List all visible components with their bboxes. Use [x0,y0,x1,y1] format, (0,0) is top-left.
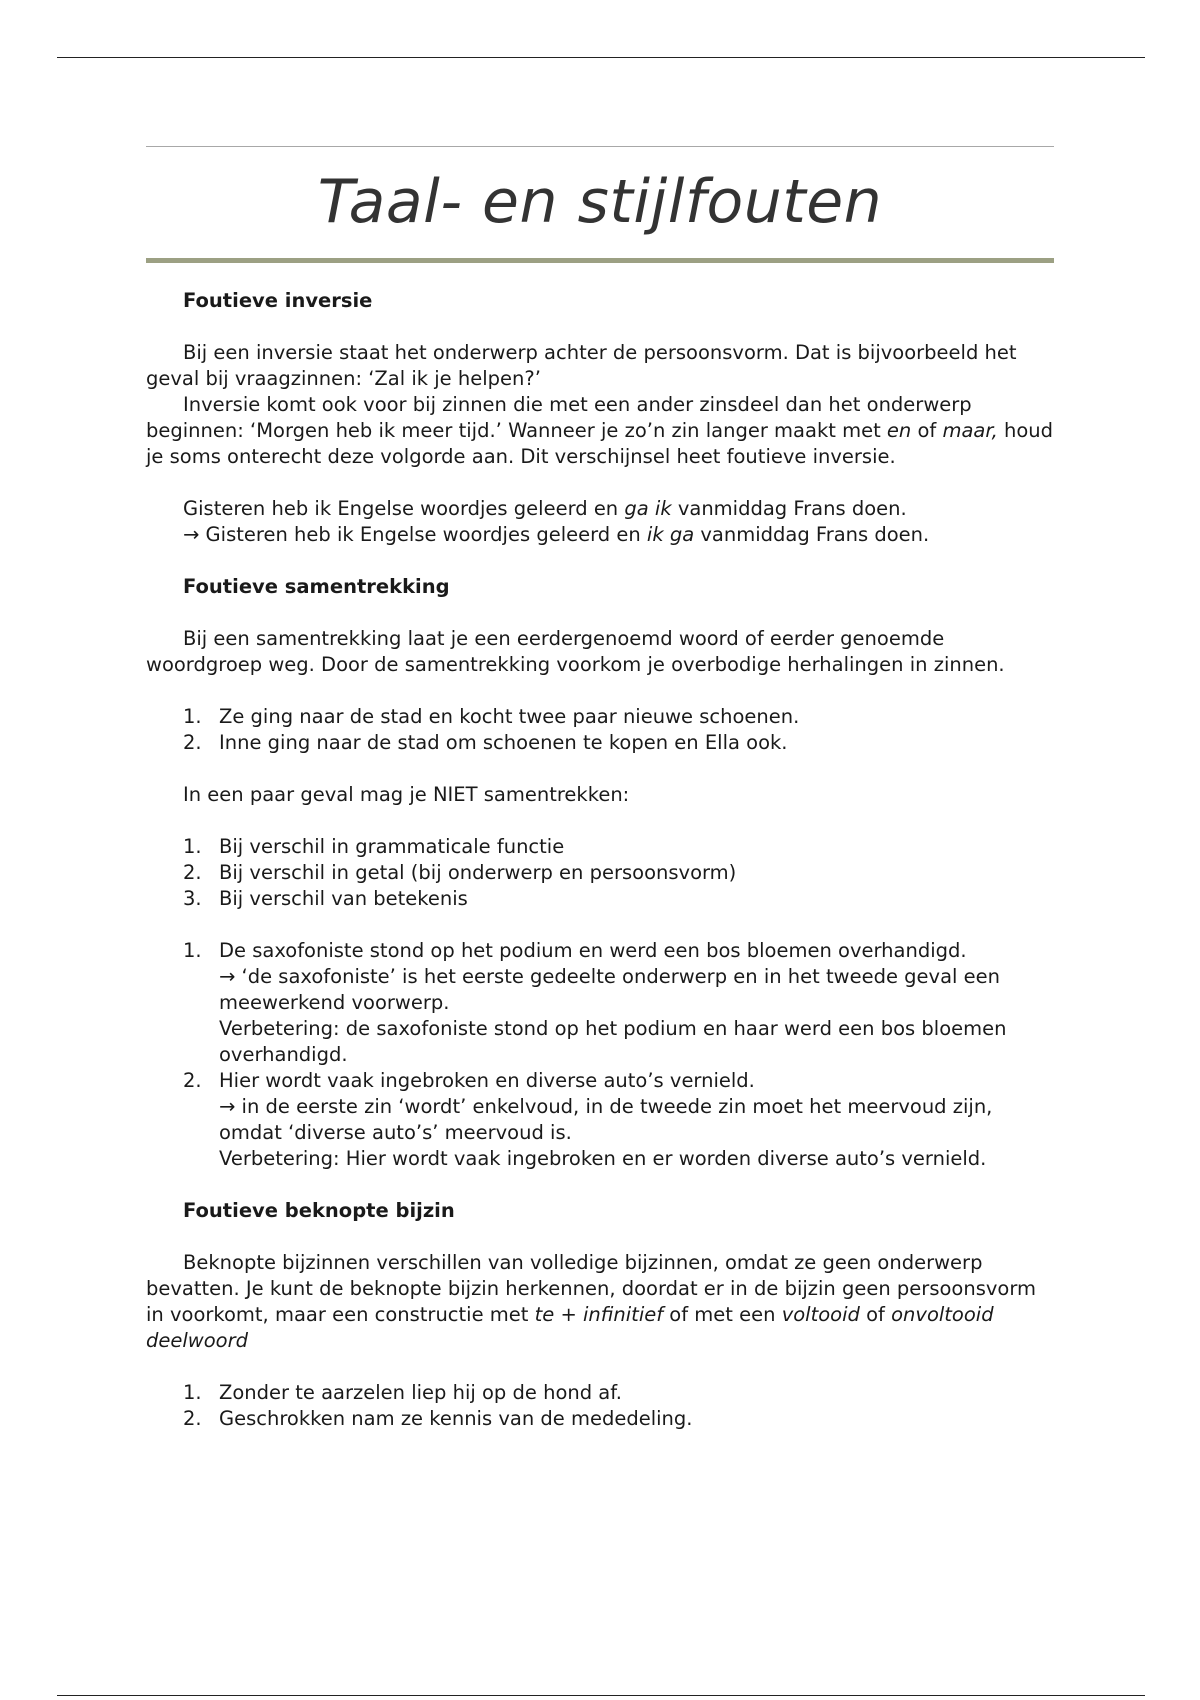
list-item: 2. Inne ging naar de stad om schoenen te kopen en Ella ook. [183,731,788,754]
title-bottom-rule [146,258,1054,263]
list-item: 1. De saxofoniste stond op het podium en werd een bos bloemen overhandigd. → ‘de saxofoniste’ is het eerste gedeelte onderwerp en in het tweede geval een meewerkend voorwerp. Verbetering: de saxofoniste stond op het podium en haar werd een bos bloemen overhandigd. [183,939,1007,1066]
section-heading-inversie: Foutieve inversie [183,289,373,312]
list-item: 1. Zonder te aarzelen liep hij op de hond af. [183,1381,622,1404]
list-item: 1. Ze ging naar de stad en kocht twee paar nieuwe schoenen. [183,705,800,728]
example-list [146,1380,1054,1432]
document-body [146,146,1054,1432]
paragraph: Bij een samentrekking laat je een eerdergenoemd woord of eerder genoemde woordgroep weg. Door de samentrekking voorkom je overbodige herhalingen in zinnen. [146,627,1005,676]
rule-intro: In een paar geval mag je NIET samentrekken: [183,783,630,806]
rule-list [146,834,1054,912]
section-heading-samentrekking: Foutieve samentrekking [183,575,450,598]
list-item: 2. Bij verschil in getal (bij onderwerp en persoonsvorm) [183,861,737,884]
list-item: 3. Bij verschil van betekenis [183,887,468,910]
page-bottom-rule [57,1695,1145,1696]
case-list [146,938,1054,1172]
example-list [146,704,1054,756]
list-item: 2. Geschrokken nam ze kennis van de mededeling. [183,1407,693,1430]
paragraph: Bij een inversie staat het onderwerp achter de persoonsvorm. Dat is bijvoorbeeld het geval bij vraagzinnen: ‘Zal ik je helpen?’ [146,341,1017,390]
paragraph: Beknopte bijzinnen verschillen van volledige bijzinnen, omdat ze geen onderwerp bevatten. Je kunt de beknopte bijzin herkennen, doordat er in de bijzin geen persoonsvorm in voorkomt, maar een constructie met te + infinitief of met een voltooid of onvoltooid deelwoord [146,1251,1036,1352]
section-heading-bijzin: Foutieve beknopte bijzin [183,1199,455,1222]
list-item: 1. Bij verschil in grammaticale functie [183,835,565,858]
title-top-rule [146,146,1054,147]
list-item: 2. Hier wordt vaak ingebroken en diverse auto’s vernield. → in de eerste zin ‘wordt’ enkelvoud, in de tweede zin moet het meervoud zijn, omdat ‘diverse auto’s’ meervoud is. Verbetering: Hier wordt vaak ingebroken en er worden diverse auto’s vernield. [183,1069,993,1170]
example-sentence: Gisteren heb ik Engelse woordjes geleerd en ga ik vanmiddag Frans doen. [183,497,907,520]
page-title: Taal- en stijlfouten [317,167,883,237]
paragraph: Inversie komt ook voor bij zinnen die met een ander zinsdeel dan het onderwerp beginnen: ‘Morgen heb ik meer tijd.’ Wanneer je zo’n zin langer maakt met en of maar, houd je soms onterecht deze volgorde aan. Dit verschijnsel heet foutieve inversie. [146,393,1054,468]
page-top-rule [57,57,1145,58]
example-correction: → Gisteren heb ik Engelse woordjes geleerd en ik ga vanmiddag Frans doen. [183,523,930,546]
